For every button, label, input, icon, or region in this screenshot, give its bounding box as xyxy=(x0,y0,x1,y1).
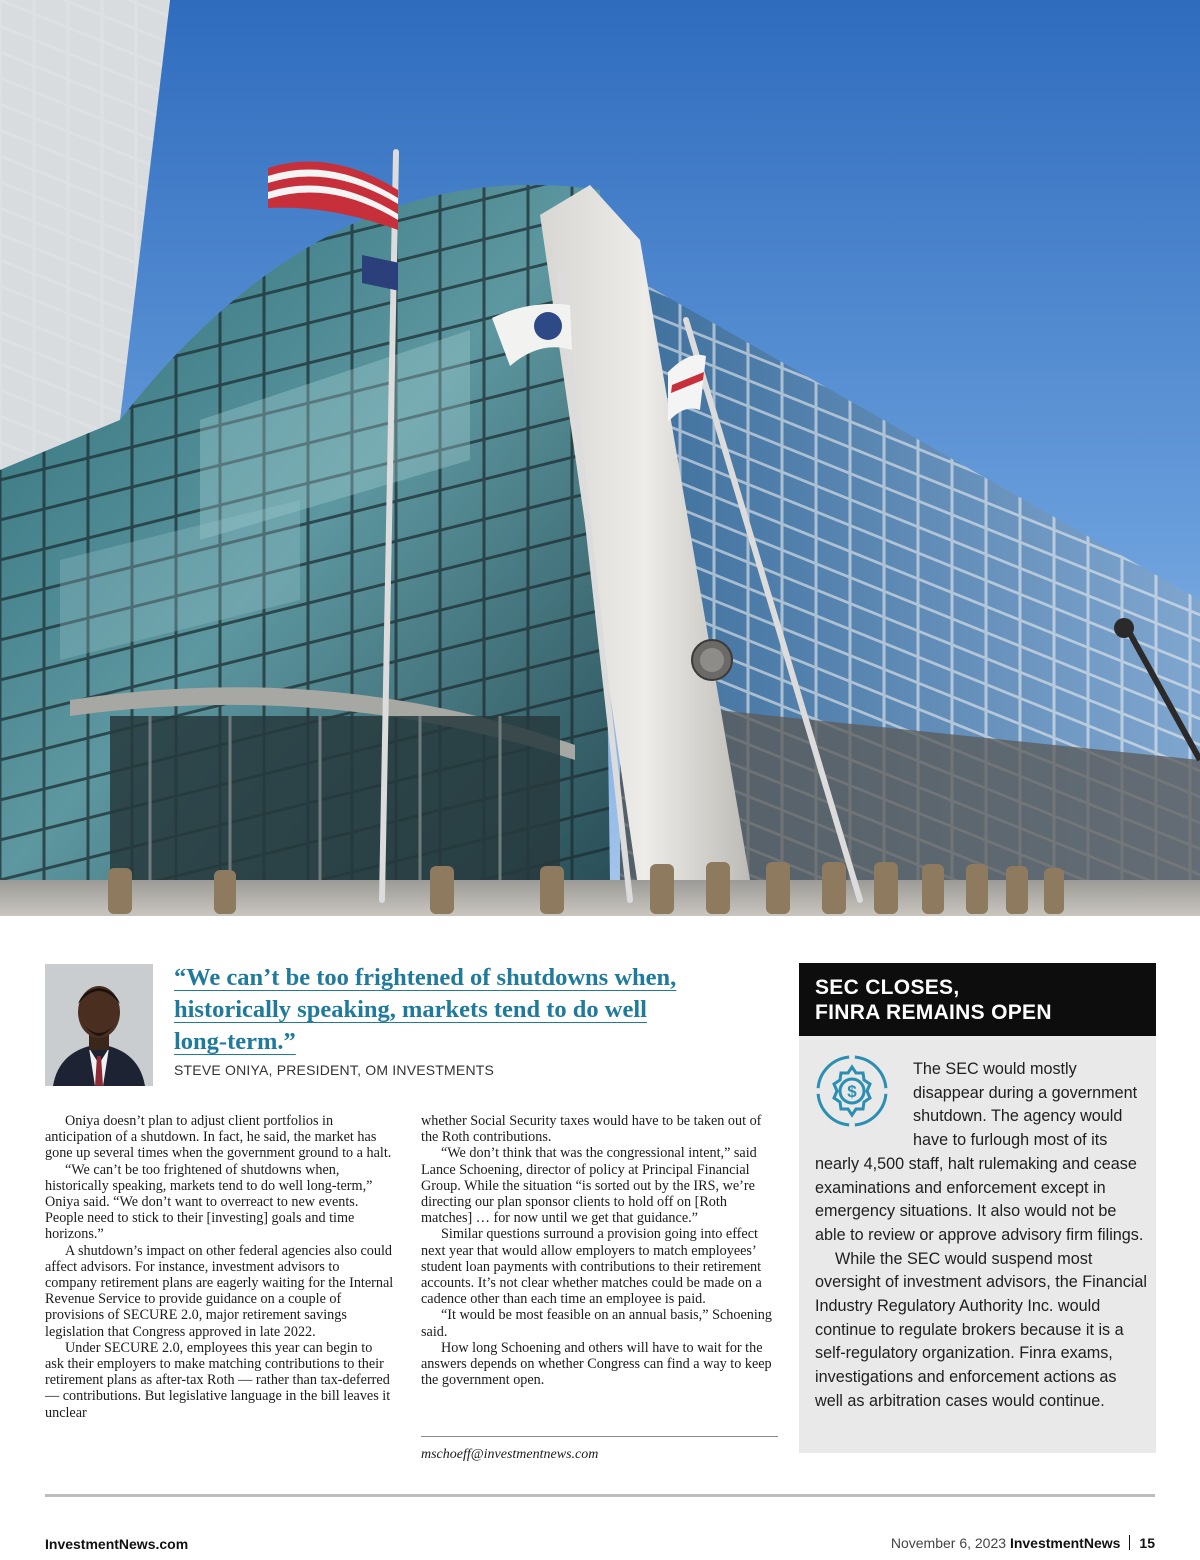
dollar-sign: $ xyxy=(847,1082,857,1101)
author-email-link[interactable]: mschoeff@investmentnews.com xyxy=(421,1447,599,1462)
pull-quote-attribution: STEVE ONIYA, PRESIDENT, OM INVESTMENTS xyxy=(174,1062,495,1078)
article-paragraph: “We can’t be too frightened of shutdowns when, historically speaking, markets tend to do well long-term,” Oniya said. “We don’t want to overreact to new events. People need to stick to their [investing] goals and time horizons.” xyxy=(45,1161,373,1243)
footer-folio xyxy=(891,1535,1155,1551)
article-paragraph: Similar questions surround a provision going into effect next year that would allow employers to match employees’ student loan payments with contributions to their retirement accounts. It’s not clear whether matches could be made on a cadence other than each time an employee is paid. xyxy=(421,1226,762,1308)
article-column-1 xyxy=(45,1113,394,1421)
article-paragraph-continued: whether Social Security taxes would have to be taken out of the Roth contributions. xyxy=(421,1113,762,1146)
folio-separator xyxy=(1129,1535,1130,1550)
footer-brand: InvestmentNews xyxy=(1009,1535,1121,1551)
author-portrait xyxy=(45,964,153,1086)
sidebar-paragraph: While the SEC would suspend most oversight of investment advisors, the Financial Industry Regulatory Authority Inc. would continue to regulate brokers because it is a self-regulatory organization. Finra exams, investigations and enforcement actions as well as arbitration cases would continue. xyxy=(815,1249,1148,1410)
sidebar-paragraph: The SEC would mostly disappear during a government shutdown. The agency would have to furlough most of its nearly 4,500 staff, halt rulemaking and cease examinations and enforcement except in emergency situations. It also would not be able to review or approve advisory firm filings. xyxy=(815,1060,1144,1244)
pull-quote-text xyxy=(174,962,774,1058)
sidebar-box xyxy=(799,963,1156,1453)
article-paragraph: Oniya doesn’t plan to adjust client portfolios in anticipation of a shutdown. In fact, he said, the market has gone up several times when the government ground to a halt. xyxy=(45,1113,392,1162)
article-paragraph: Under SECURE 2.0, employees this year can begin to ask their employers to make matching contributions to their retirement plans as after-tax Roth — rather than tax-deferred — contributions. But legislative language in the bill leaves it unclear xyxy=(45,1339,391,1421)
article-end-divider xyxy=(421,1436,778,1437)
pull-quote-line: historically speaking, markets tend to do well xyxy=(174,996,647,1023)
article-paragraph: “We don’t think that was the congressional intent,” said Lance Schoening, director of policy at Principal Financial Group. While the situation “is sorted out by the IRS, we’re directing our plan sponsor clients to hold off on [Roth matches] … for now until we get that guidance.” xyxy=(421,1145,757,1227)
pull-quote-line: long-term.” xyxy=(174,1028,296,1055)
article-paragraph: “It would be most feasible on an annual basis,” Schoening said. xyxy=(421,1307,772,1340)
footer-divider xyxy=(45,1494,1155,1497)
article-paragraph: A shutdown’s impact on other federal agencies also could affect advisors. For instance, investment advisors to company retirement plans are eagerly waiting for the Internal Revenue Service to provide guidance on a couple of provisions of SECURE 2.0, major retirement savings legislation that Congress approved in late 2022. xyxy=(45,1242,394,1340)
pull-quote-line: “We can’t be too frightened of shutdowns when, xyxy=(174,964,677,991)
sidebar-title-line: SEC CLOSES, xyxy=(815,976,960,999)
pull-quote-block xyxy=(45,962,785,1086)
issue-date: November 6, 2023 xyxy=(890,1535,1007,1551)
footer-site-link[interactable]: InvestmentNews.com xyxy=(45,1536,189,1552)
sidebar-title-line: FINRA REMAINS OPEN xyxy=(815,1001,1052,1024)
sidebar-title xyxy=(799,963,1156,1036)
article-column-2 xyxy=(421,1113,778,1388)
article-paragraph: How long Schoening and others will have to wait for the answers depends on whether Congress can find a way to keep the government open. xyxy=(421,1339,772,1389)
page-number: 15 xyxy=(1139,1535,1155,1551)
sidebar-body xyxy=(815,1058,1147,1414)
